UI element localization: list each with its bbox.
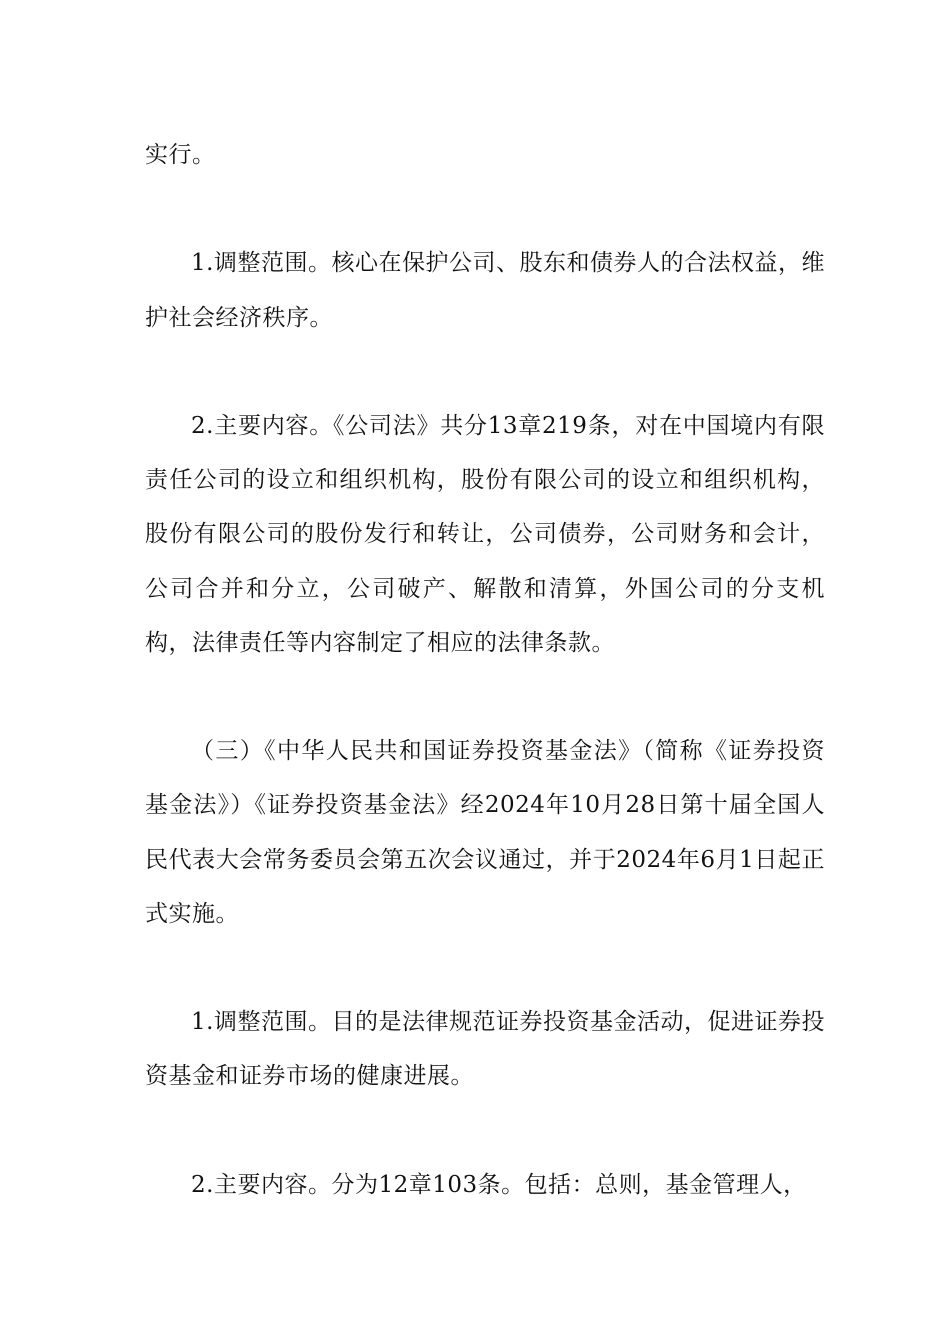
paragraph-fund-law-content: 2.主要内容。分为12章103条。包括：总则，基金管理人， xyxy=(191,1171,807,1198)
paragraph-fund-law-scope: 1.调整范围。目的是法律规范证券投资基金活动，促进证券投资基金和证券市场的健康进展。 xyxy=(145,1009,825,1090)
document-body xyxy=(145,128,825,1212)
paragraph-fund-law-intro: （三）《中华人民共和国证券投资基金法》（简称《证券投资基金法》）《证券投资基金法》经2024年10月28日第十届全国人民代表大会常务委员会第五次会议通过，并于2024年6月1日起正式实施。 xyxy=(145,738,825,927)
paragraph-company-law-scope: 1.调整范围。核心在保护公司、股东和债券人的合法权益，维护社会经济秩序。 xyxy=(145,250,825,331)
paragraph-continuation: 实行。 xyxy=(145,142,216,168)
paragraph-company-law-content: 2.主要内容。《公司法》共分13章219条，对在中国境内有限责任公司的设立和组织机构，股份有限公司的设立和组织机构，股份有限公司的股份发行和转让，公司债券，公司财务和会计，公司合并和分立，公司破产、解散和清算，外国公司的分支机构，法律责任等内容制定了相应的法律条款。 xyxy=(145,412,825,656)
